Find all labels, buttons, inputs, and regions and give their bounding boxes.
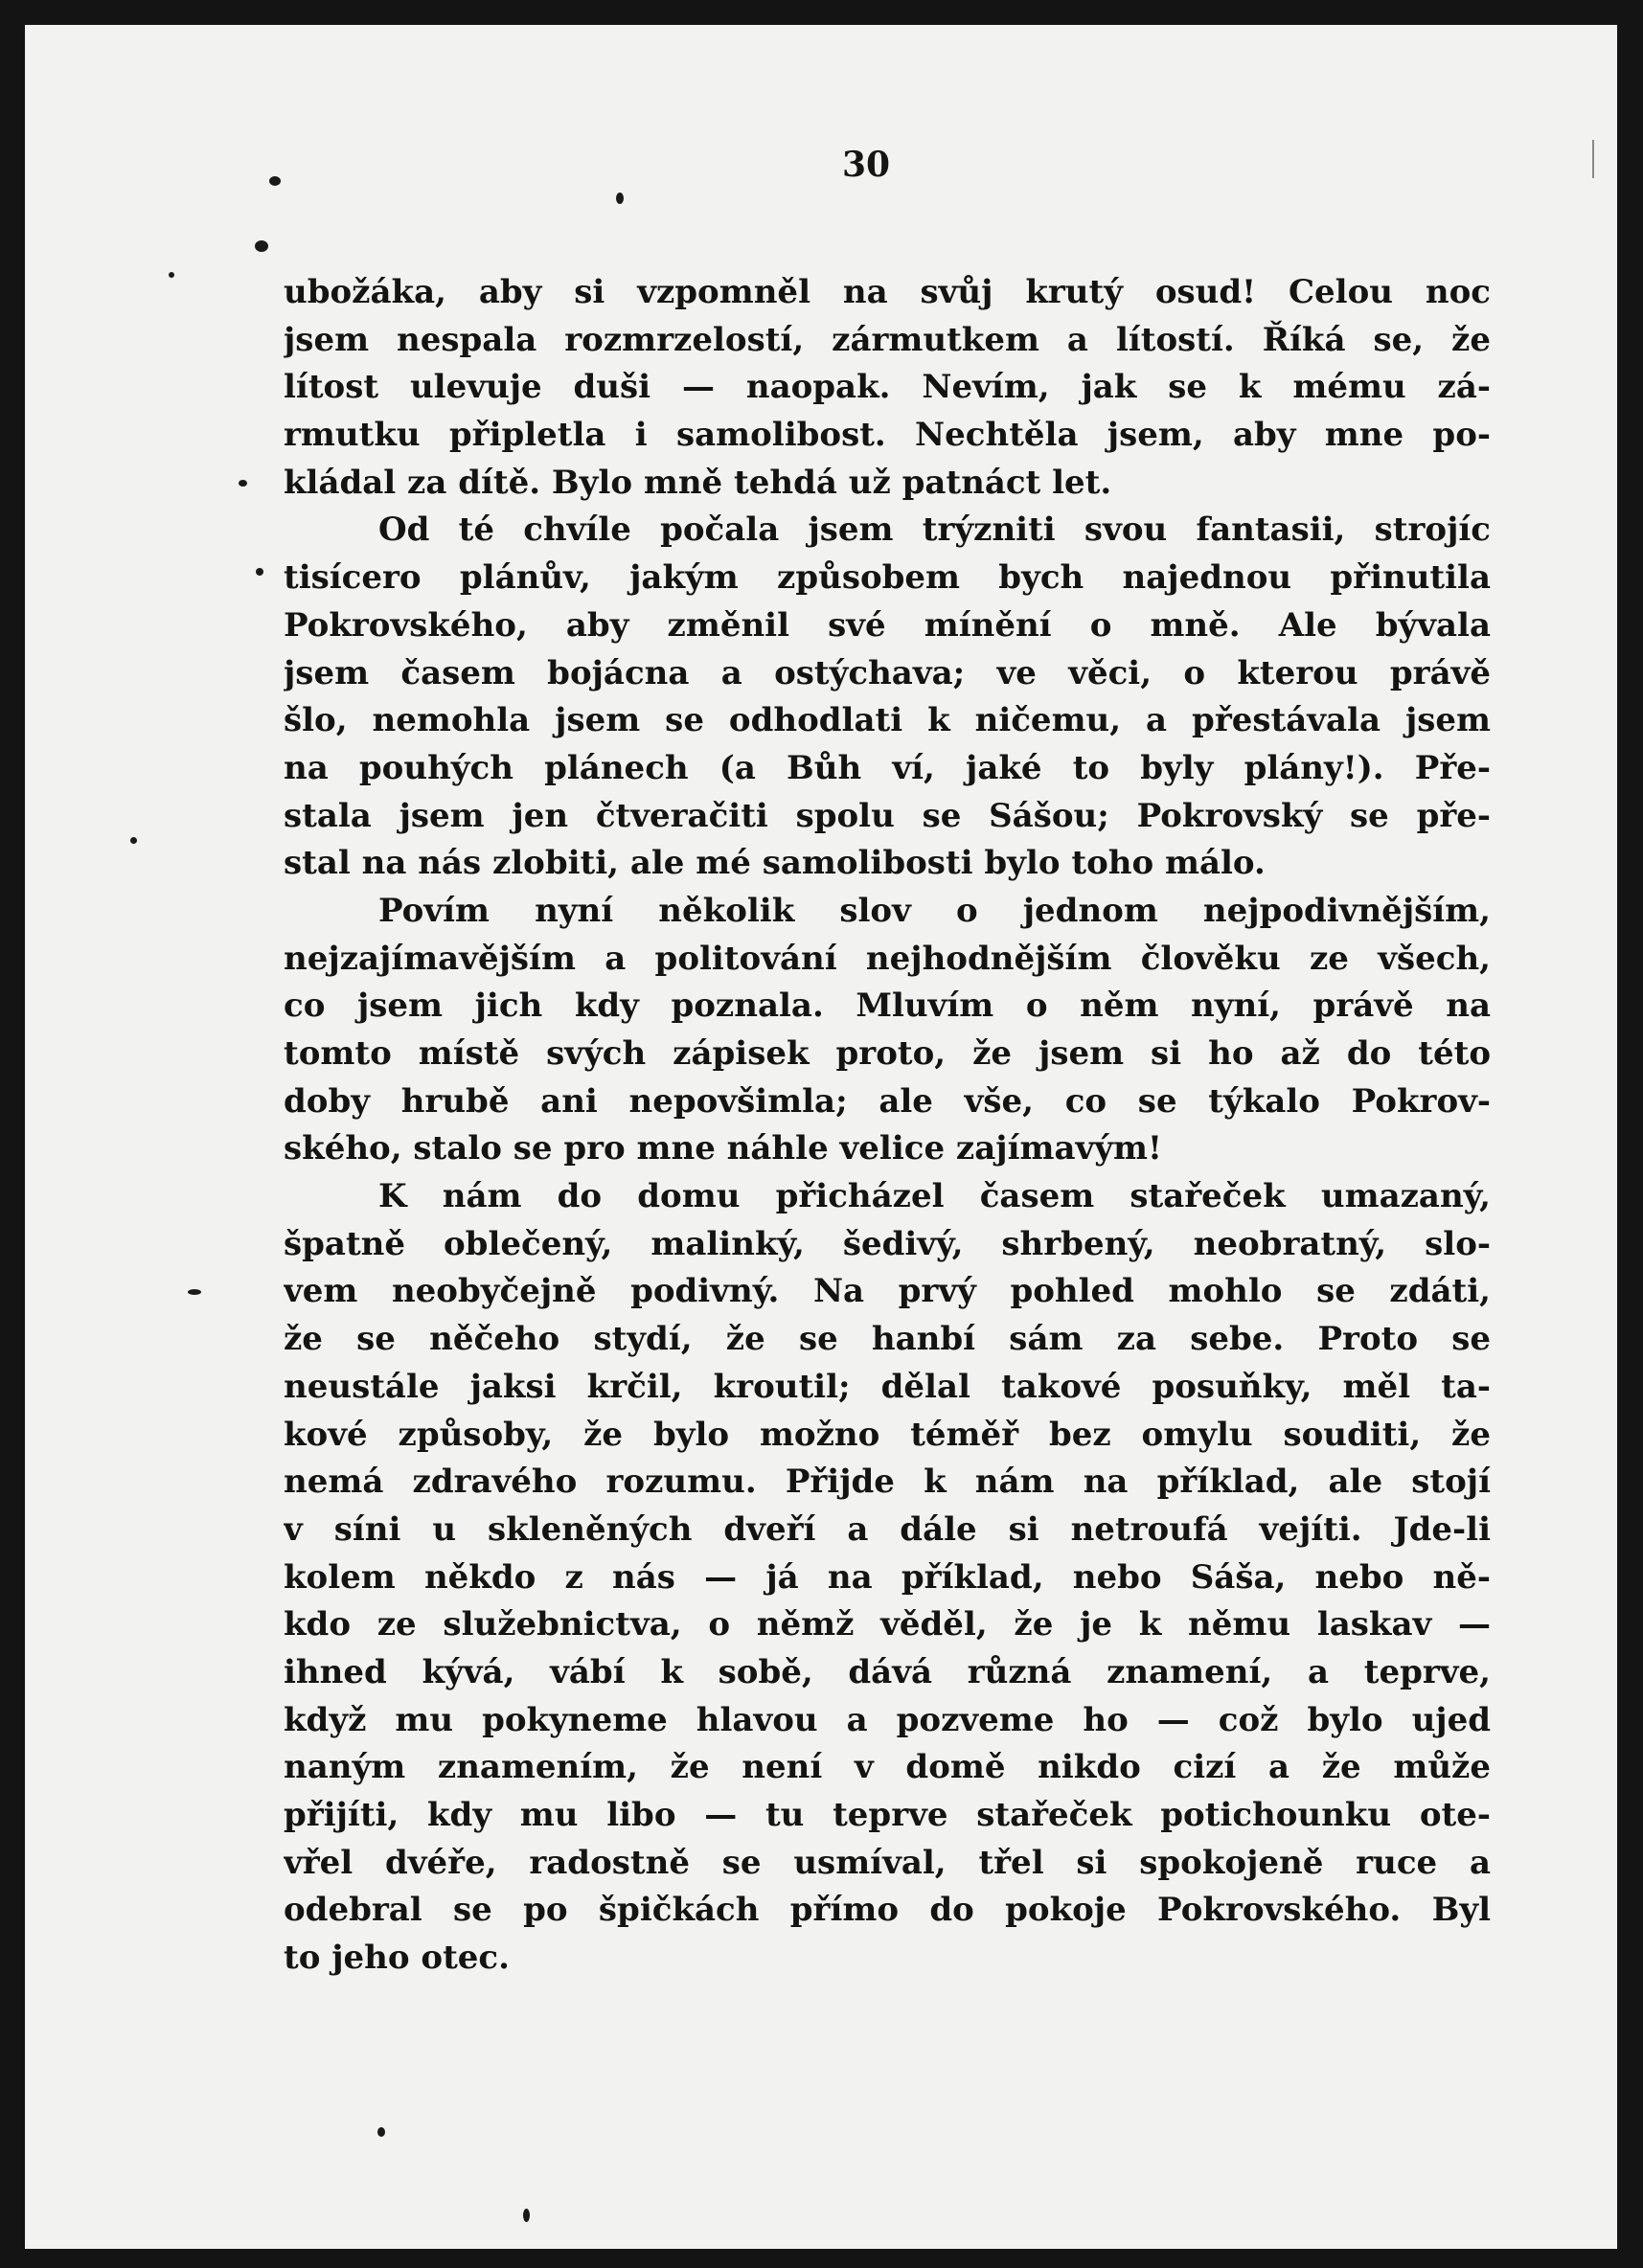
text-line: kdo ze služebnictva, o němž věděl, že je k němu laskav — [284,1605,1491,1644]
text-line: kládal za dítě. Bylo mně tehdá už patnáct let. [284,463,1112,502]
text-line: kové způsoby, že bylo možno téměř bez omylu souditi, že [284,1415,1491,1454]
ink-speck [169,272,174,278]
text-line: stala jsem jen čtveračiti spolu se Sášou; Pokrovský se pře- [284,796,1491,835]
text-line: nejzajímavějším a politování nejhodnějším člověku ze všech, [284,939,1491,978]
ink-speck [256,568,263,576]
text-line: v síni u skleněných dveří a dále si netroufá vejíti. Jde-li [284,1509,1491,1549]
ink-speck [255,240,268,252]
text-line: špatně oblečený, malinký, šedivý, shrbený, neobratný, slo- [284,1224,1491,1263]
ink-speck [523,2209,530,2222]
text-line: stal na nás zlobiti, ale mé samolibosti bylo toho málo. [284,844,1266,883]
page-number: 30 [841,145,891,185]
text-line: Pokrovského, aby změnil své mínění o mně. Ale bývala [284,605,1491,645]
text-line: Povím nyní několik slov o jednom nejpodivnějším, [378,891,1491,930]
body-text [284,269,1491,1983]
text-line: neustále jaksi krčil, kroutil; dělal takové posuňky, měl ta- [284,1367,1491,1406]
text-line: že se něčeho stydí, že se hanbí sám za sebe. Proto se [284,1320,1491,1359]
text-line: tomto místě svých zápisek proto, že jsem si ho až do této [284,1034,1491,1073]
text-line: ubožáka, aby si vzpomněl na svůj krutý osud! Celou noc [284,273,1491,311]
text-line: vřel dvéře, radostně se usmíval, třel si spokojeně ruce a [284,1843,1491,1882]
text-line: naným znamením, že není v domě nikdo cizí a že může [284,1748,1491,1787]
text-line: jsem nespala rozmrzelostí, zármutkem a lítostí. Říká se, že [284,320,1491,359]
text-line: doby hrubě ani nepovšimla; ale vše, co se týkalo Pokrov- [284,1081,1491,1121]
text-line: na pouhých plánech (a Bůh ví, jaké to byly plány!). Pře- [284,748,1491,787]
page-edge-mark [1592,140,1594,178]
ink-speck [269,176,281,186]
book-page [25,25,1617,2249]
text-line: kolem někdo z nás — já na příklad, nebo Sáša, nebo ně- [284,1557,1491,1597]
text-line: to jeho otec. [284,1939,510,1978]
ink-speck [239,480,247,487]
text-line: tisícero plánův, jakým způsobem bych najednou přinutila [284,558,1491,598]
text-line: co jsem jich kdy poznala. Mluvím o něm nyní, právě na [284,987,1491,1026]
text-line: když mu pokyneme hlavou a pozveme ho — což bylo ujed [284,1700,1491,1739]
text-line: přijíti, kdy mu libo — tu teprve stařeček potichounku ote- [284,1796,1491,1834]
ink-speck [188,1289,201,1295]
text-line: ihned kývá, vábí k sobě, dává různá znamení, a teprve, [284,1652,1491,1691]
ink-speck [130,837,137,844]
ink-speck [377,2127,385,2137]
text-line: jsem časem bojácna a ostýchava; ve věci, o kterou právě [284,653,1491,692]
text-line: odebral se po špičkách přímo do pokoje Pokrovského. Byl [284,1891,1491,1930]
ink-speck [616,193,624,204]
text-line: ského, stalo se pro mne náhle velice zajímavým! [284,1129,1162,1168]
text-line: K nám do domu přicházel časem stařeček umazaný, [378,1177,1491,1216]
text-line: lítost ulevuje duši — naopak. Nevím, jak se k mému zá- [284,368,1491,407]
text-line: nemá zdravého rozumu. Přijde k nám na příklad, ale stojí [284,1463,1491,1502]
text-line: rmutku připletla i samolibost. Nechtěla jsem, aby mne po- [284,416,1491,455]
text-line: šlo, nemohla jsem se odhodlati k ničemu, a přestávala jsem [284,701,1491,740]
text-line: Od té chvíle počala jsem trýzniti svou fantasii, strojíc [378,510,1491,550]
text-line: vem neobyčejně podivný. Na prvý pohled mohlo se zdáti, [284,1272,1491,1311]
